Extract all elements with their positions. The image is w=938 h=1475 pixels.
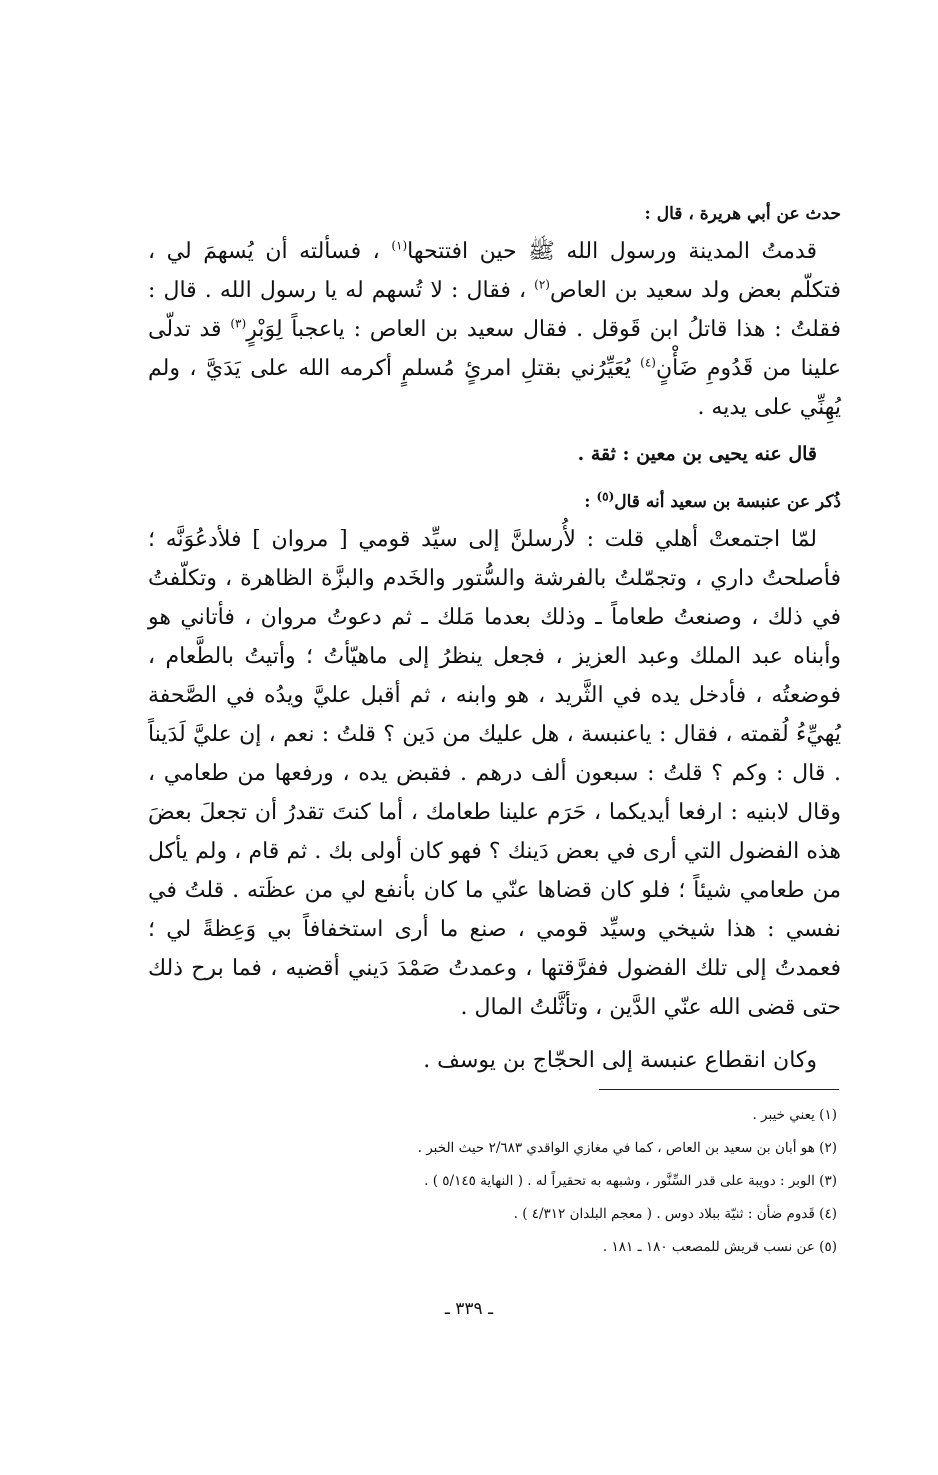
footnote-4: (٤) قَدوم ضأن : ثنيّة ببلاد دوس . ( معجم البلدان ٤/٣١٢ ) .: [513, 1206, 837, 1222]
heading-text: ذُكر عن عنبسة بن سعيد أنه قال: [614, 492, 841, 512]
heading-text: :: [584, 492, 591, 512]
paragraph-text: ، فسألته أن يُسهمَ لي ، فتكلّم بعض ولد سعيد بن العاص: [148, 239, 841, 303]
footnote-reference: (٤): [640, 355, 656, 370]
footnote-2: (٢) هو أبان بن سعيد بن العاص ، كما في مغازي الواقدي ٢/٦٨٣ حيث الخبر .: [417, 1140, 837, 1156]
footnote-3: (٣) الوبر : دويبة على قدر السِّنَّور ، وشبهه به تحقيراً له . ( النهاية ٥/١٤٥ ) .: [424, 1173, 837, 1189]
page-number: ـ ٣٣٩ ـ: [444, 1299, 494, 1319]
heading-text: حدث عن أبي هريرة ، قال :: [644, 204, 841, 224]
paragraph-text: قد تدلّى علينا من قَدُومِ ضَأْنٍ: [148, 317, 841, 381]
paragraph-closing: وكان انقطاع عنبسة إلى الحجّاج بن يوسف .: [423, 1048, 817, 1073]
footnote-reference: (٢): [534, 277, 550, 292]
footnote-5: (٥) عن نسب قريش للمصعب ١٨٠ ـ ١٨١ .: [602, 1239, 837, 1255]
main-text: [148, 196, 841, 1080]
footnote-1: (١) يعني خيبر .: [752, 1107, 837, 1123]
footnote-divider: [599, 1089, 839, 1090]
paragraph-text: قدمتُ المدينة ورسول الله ﷺ حين افتتحها: [407, 239, 817, 264]
footnote-reference: (١): [391, 238, 408, 253]
narrator-note: قال عنه يحيى بن معين : ثقة .: [577, 443, 817, 465]
paragraph-text: يُعَيِّرُني بقتلِ امرئٍ مُسلمٍ أكرمه الله على يَدَيَّ ، ولم يُهِنِّي على يديه .: [148, 356, 841, 420]
paragraph-text: ، فقال : لا تُسهم له يا رسول الله . قال : فقلتُ : هذا قاتلُ ابن قَوقل . فقال سعيد بن العاص : ياعجباً لِوَبْرٍ: [148, 278, 841, 342]
footnote-reference: (٣): [230, 316, 247, 331]
footnote-reference: (٥): [596, 489, 615, 504]
paragraph-anbasa: لمّا اجتمعتْ أهلي قلت : لأُرسلنَّ إلى سيِّد قومي [ مروان ] فلأدعُوَنَّه ؛ فأصلحتُ داري ، وتجمّلتُ بالفرشة والسُّتور والخَدم والبزَّة الظاهرة ، وتكلّفتُ في ذلك ، وصنعتُ طعاماً ـ وذلك بعدما مَلك ـ ثم دعوتُ مروان ، فأتاني هو وأبناه عبد الملك وعبد العزيز ، فجعل ينظرُ إلى ماهيّأتُ ؛ وأتيتُ بالطَّعام ، فوضعتُه ، فأدخل يده في الثَّريد ، هو وابنه ، ثم أقبل عليَّ ويدُه في الصَّحفة يُهيِّءُ لُقمته ، فقال : ياعنبسة ، هل عليك من دَين ؟ قلتُ : نعم ، إن عليَّ لَدَيناً . قال : وكم ؟ قلتُ : سبعون ألف درهم . فقبض يده ، ورفعها من طعامي ، وقال لابنيه : ارفعا أيديكما ، حَرَم علينا طعامك ، أما كنتَ تقدرُ أن تجعلَ بعضَ هذه الفضول التي أرى في بعض دَينك ؟ فهو كان أولى بك . ثم قام ، ولم يأكل من طعامي شيئاً ؛ فلو كان قضاها عنّي ما كان بأنفع لي من عظَته . قلتُ في نفسي : هذا شيخي وسيِّد قومي ، صنع ما أرى استخفافاً بي وَعِظةً لي ؛ فعمدتُ إلى تلك الفضول ففرَّقتها ، وعمدتُ صَمْدَ دَيني أقضيه ، فما برح ذلك حتى قضى الله عنّي الدَّين ، وتأثَّلتُ المال .: [148, 527, 841, 1020]
footnotes: [148, 1099, 837, 1264]
section-heading-anbasa: [148, 484, 841, 520]
paragraph-abu-hurayra: [148, 232, 841, 427]
section-heading-abu-hurayra: [148, 196, 841, 232]
